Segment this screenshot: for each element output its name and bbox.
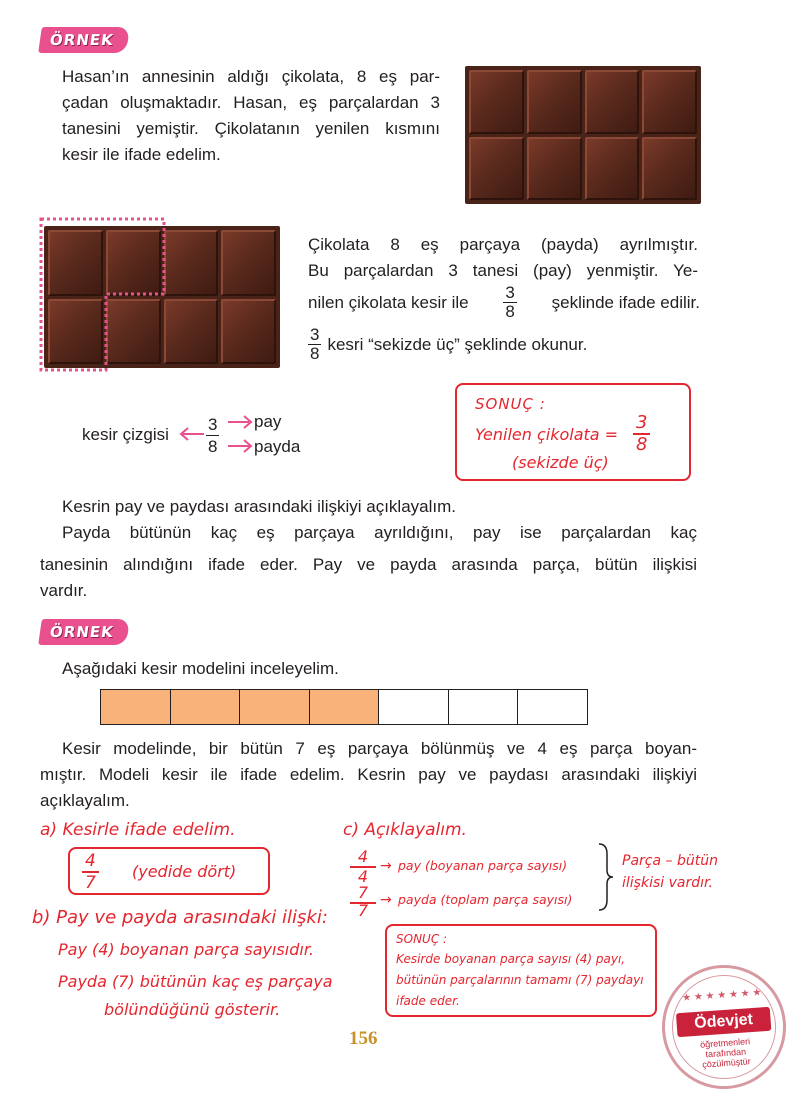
part-b-line: Pay (4) boyanan parça sayısıdır. bbox=[58, 940, 315, 959]
model-cell-shaded bbox=[239, 689, 310, 725]
model-cell-empty bbox=[517, 689, 588, 725]
part-c-rows bbox=[350, 848, 610, 920]
problem-line: Hasan’ın annesinin aldığı çikolata, 8 eş par- bbox=[62, 67, 440, 86]
model-cell-empty bbox=[378, 689, 449, 725]
chocolate-piece bbox=[221, 230, 276, 296]
result-fraction bbox=[633, 413, 650, 455]
problem-line: kesir ile ifade edelim. bbox=[62, 145, 221, 164]
paragraph-line: Kesir modelinde, bir bütün 7 eş parçaya bölünmüş ve 4 eş parça boyan- bbox=[62, 739, 697, 758]
numerator: 3 bbox=[633, 413, 650, 435]
stamp-line: tarafından bbox=[705, 1046, 747, 1060]
arrow-right-icon bbox=[226, 412, 254, 432]
explanation-text: kesri “sekizde üç” şeklinde okunur. bbox=[327, 334, 588, 354]
numerator: 3 bbox=[505, 283, 515, 302]
fraction-4-7 bbox=[82, 851, 99, 893]
denominator: 8 bbox=[505, 302, 515, 321]
paragraph-line: Kesrin pay ve paydası arasındaki ilişkiyi açıklayalım. bbox=[62, 497, 456, 516]
model-cell-shaded bbox=[309, 689, 380, 725]
problem-line: tanesini yemiştir. Çikolatanın yenilen kısmını bbox=[62, 119, 440, 138]
result-title: SONUÇ : bbox=[475, 395, 546, 413]
result-box-2 bbox=[385, 924, 657, 1017]
fraction-3-8 bbox=[503, 284, 516, 321]
model-cell-empty bbox=[448, 689, 519, 725]
stamp-title: Ödevjet bbox=[676, 1007, 771, 1037]
eaten-pieces-outline bbox=[38, 216, 168, 376]
example-badge: ÖRNEK bbox=[38, 27, 129, 53]
example2-text bbox=[62, 736, 697, 762]
arrow-left-icon bbox=[178, 424, 206, 444]
value: 7 bbox=[350, 884, 376, 904]
chocolate-bar-whole bbox=[465, 66, 701, 204]
problem-line: çadan oluşmaktadır. Hasan, eş parçalardan 3 bbox=[62, 93, 440, 112]
chocolate-piece bbox=[469, 137, 524, 201]
denominator: 7 bbox=[85, 873, 96, 893]
numerator-label: pay bbox=[254, 412, 282, 431]
paragraph-line: mıştır. Modeli kesir ile ifade edelim. Kesrin pay ve paydası arasındaki ilişkiyi bbox=[40, 765, 697, 784]
chocolate-piece bbox=[469, 70, 524, 134]
explanation-line: Bu parçalardan 3 tanesi (pay) yenmiştir. Ye- bbox=[308, 261, 698, 280]
part-b-heading: b) Pay ve payda arasındaki ilişki: bbox=[32, 907, 328, 928]
explanation-text: nilen çikolata kesir ile bbox=[308, 292, 469, 312]
denominator: 8 bbox=[310, 344, 320, 363]
example-badge: ÖRNEK bbox=[38, 619, 129, 645]
example2-text-cont bbox=[40, 762, 697, 814]
result-line: Kesirde boyanan parça sayısı (4) payı, bbox=[396, 952, 626, 966]
explanation-line: Çikolata 8 eş parçaya (payda) ayrılmıştır. bbox=[308, 235, 698, 254]
result-line: bütünün parçalarının tamamı (7) paydayı bbox=[396, 973, 644, 987]
example1-problem bbox=[62, 64, 440, 164]
arrow-right-icon: → bbox=[380, 858, 392, 874]
chocolate-piece bbox=[527, 70, 582, 134]
chocolate-piece bbox=[221, 299, 276, 365]
fraction-model bbox=[100, 689, 588, 725]
part-b-line: Payda (7) bütünün kaç eş parçaya bbox=[58, 972, 333, 991]
numerator-value bbox=[350, 848, 376, 868]
fraction-3-8 bbox=[308, 326, 321, 363]
explanation-line4 bbox=[308, 326, 587, 363]
result-line: ifade eder. bbox=[396, 994, 460, 1008]
model-cell-shaded bbox=[100, 689, 171, 725]
example1-explanation bbox=[308, 232, 698, 284]
paragraph-line: tanesinin alındığını ifade eder. Pay ve payda arasında parça, bütün ilişkisi bbox=[40, 555, 697, 574]
fraction-bar-label: kesir çizgisi bbox=[82, 425, 169, 444]
paragraph-line: açıklayalım. bbox=[40, 791, 130, 810]
part-a-box bbox=[68, 847, 270, 895]
chocolate-piece bbox=[642, 70, 697, 134]
arrow-right-icon bbox=[226, 436, 254, 456]
chocolate-piece bbox=[164, 230, 219, 296]
chocolate-piece bbox=[585, 137, 640, 201]
explanation-line3 bbox=[308, 284, 700, 321]
result-box-1 bbox=[455, 383, 691, 481]
result-title: SONUÇ : bbox=[396, 932, 448, 946]
brace-note: Parça – bütün bbox=[622, 853, 718, 869]
chocolate-piece bbox=[585, 70, 640, 134]
stamp-line: çözülmüştür bbox=[701, 1056, 752, 1070]
brace-note: ilişkisi vardır. bbox=[622, 875, 713, 891]
odevjet-stamp bbox=[658, 961, 790, 1093]
page-number: 156 bbox=[349, 1028, 378, 1049]
example2-intro: Aşağıdaki kesir modelini inceleyelim. bbox=[62, 659, 339, 678]
chocolate-piece bbox=[164, 299, 219, 365]
paragraph-line: vardır. bbox=[40, 581, 88, 600]
numerator: 3 bbox=[208, 415, 218, 434]
numerator-explanation: pay (boyanan parça sayısı) bbox=[398, 858, 568, 873]
numerator: 3 bbox=[310, 325, 320, 344]
denominator-value: 4 bbox=[357, 867, 369, 886]
paragraph-line: Payda bütünün kaç eş parçaya ayrıldığını, pay ise parçalardan kaç bbox=[62, 523, 697, 542]
chocolate-piece bbox=[527, 137, 582, 201]
numerator: 4 bbox=[82, 851, 99, 873]
fraction-reading: (yedide dört) bbox=[132, 862, 237, 881]
result-line1: Yenilen çikolata = bbox=[475, 425, 619, 444]
denominator: 8 bbox=[636, 434, 648, 455]
part-c-heading: c) Açıklayalım. bbox=[343, 820, 467, 840]
curly-brace-icon bbox=[596, 842, 616, 912]
part-a-heading: a) Kesirle ifade edelim. bbox=[40, 820, 236, 840]
stamp-line: öğretmenleri bbox=[699, 1036, 751, 1050]
denominator-explanation: payda (toplam parça sayısı) bbox=[398, 892, 573, 907]
relation-paragraph-cont bbox=[40, 552, 697, 604]
denominator: 8 bbox=[208, 437, 218, 456]
part-b-line: bölündüğünü gösterir. bbox=[104, 1000, 281, 1019]
value: 4 bbox=[350, 848, 376, 868]
stamp-stars: ★ ★ ★ ★ ★ ★ ★ bbox=[681, 987, 762, 1004]
fraction-parts-diagram bbox=[82, 412, 322, 462]
explanation-text: şeklinde ifade edilir. bbox=[551, 292, 700, 312]
denominator-label: payda bbox=[254, 437, 301, 456]
denominator-value: 7 bbox=[357, 901, 369, 920]
arrow-right-icon: → bbox=[380, 892, 392, 908]
relation-paragraph bbox=[62, 494, 697, 546]
chocolate-piece bbox=[642, 137, 697, 201]
result-line2: (sekizde üç) bbox=[512, 453, 609, 472]
model-cell-shaded bbox=[170, 689, 241, 725]
fraction-3-8 bbox=[206, 414, 219, 457]
